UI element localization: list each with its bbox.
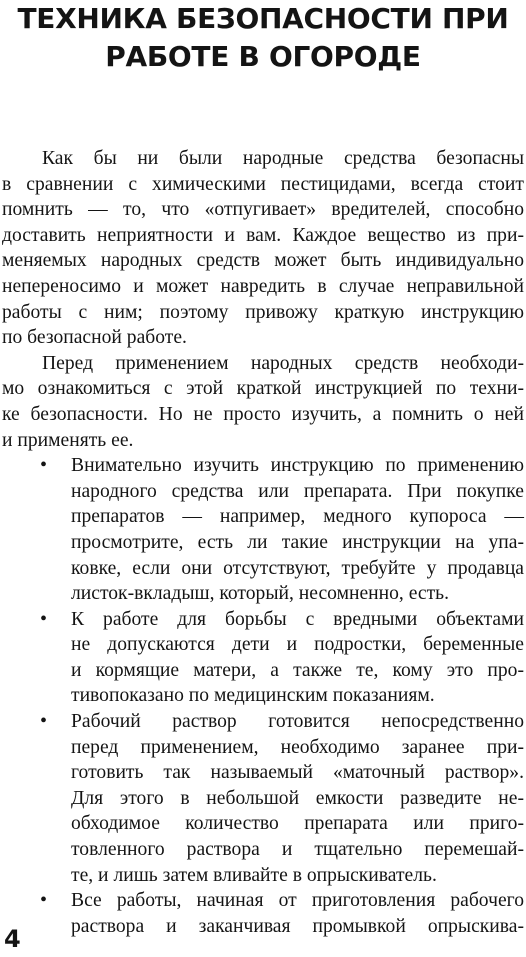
text-line: те, и лишь затем вливайте в опрыскиватель.	[71, 864, 437, 886]
text-line: Для этого в небольшой емкости разведите не-	[71, 787, 524, 809]
text-line: в сравнении с химическими пестицидами, всегда стоит	[2, 173, 524, 195]
text-line: Перед применением народных средств необходи-	[42, 352, 524, 374]
bullet-icon: •	[40, 607, 48, 630]
text-line: работы с ним; поэтому привожу краткую инструкцию	[2, 301, 524, 323]
list-item	[2, 453, 524, 607]
body-text	[2, 146, 524, 939]
list-item	[2, 709, 524, 888]
title-line: РАБОТЕ В ОГОРОДЕ	[105, 40, 421, 73]
page-title	[0, 0, 526, 76]
text-line: помнить — то, что «отпугивает» вредителей, способно	[2, 199, 524, 221]
text-line: Как бы ни были народные средства безопасны	[42, 148, 524, 169]
text-line: тивопоказано по медицинским показаниям.	[71, 685, 435, 707]
text-line: по безопасной работе.	[2, 327, 187, 349]
title-line: ТЕХНИКА БЕЗОПАСНОСТИ ПРИ	[17, 2, 509, 35]
text-line: обходимое количество препарата или приго-	[71, 813, 524, 835]
text-line: Все работы, начиная от приготовления рабочего	[71, 890, 524, 912]
text-line: товленного раствора и тщательно перемешай-	[71, 839, 524, 861]
text-line: и кормящие матери, а также те, кому это про-	[71, 659, 524, 681]
text-line: непереносимо и может навредить в случае неправильной	[2, 275, 524, 297]
text-line: препаратов — например, медного купороса —	[71, 506, 524, 528]
bullet-icon: •	[40, 889, 48, 912]
bullet-icon: •	[40, 454, 48, 477]
text-line: перед применением, необходимо заранее при-	[71, 736, 524, 758]
text-line: ковке, если они отсутствуют, требуйте у продавца	[71, 557, 524, 579]
text-line: доставить неприятности и вам. Каждое вещество из при-	[2, 224, 524, 246]
text-line: и применять ее.	[2, 429, 134, 451]
text-line: меняемых народных средств может быть индивидуально	[2, 250, 524, 272]
text-line: Внимательно изучить инструкцию по применению	[71, 455, 524, 477]
text-line: готовить так называемый «маточный раствор».	[71, 762, 524, 784]
list-item	[2, 607, 524, 709]
safety-rules-list	[2, 453, 524, 939]
text-line: К работе для борьбы с вредными объектами	[71, 608, 524, 630]
text-line: просмотрите, есть ли такие инструкции на упа-	[71, 531, 524, 553]
page-number: 4	[4, 925, 21, 953]
paragraph-1	[2, 146, 524, 351]
text-line: народного средства или препарата. При покупке	[71, 480, 524, 502]
text-line: не допускаются дети и подростки, беременные	[71, 634, 524, 656]
text-line: листок-вкладыш, который, несомненно, есть.	[71, 583, 449, 605]
text-line: Рабочий раствор готовится непосредственно	[71, 711, 524, 733]
list-item	[2, 888, 524, 939]
text-line: мо ознакомиться с этой краткой инструкцией по техни-	[2, 378, 524, 400]
bullet-icon: •	[40, 710, 48, 733]
text-line: ке безопасности. Но не просто изучить, а помнить о ней	[2, 403, 524, 425]
text-line: раствора и заканчивая промывкой опрыскива-	[71, 915, 524, 937]
paragraph-2	[2, 351, 524, 453]
